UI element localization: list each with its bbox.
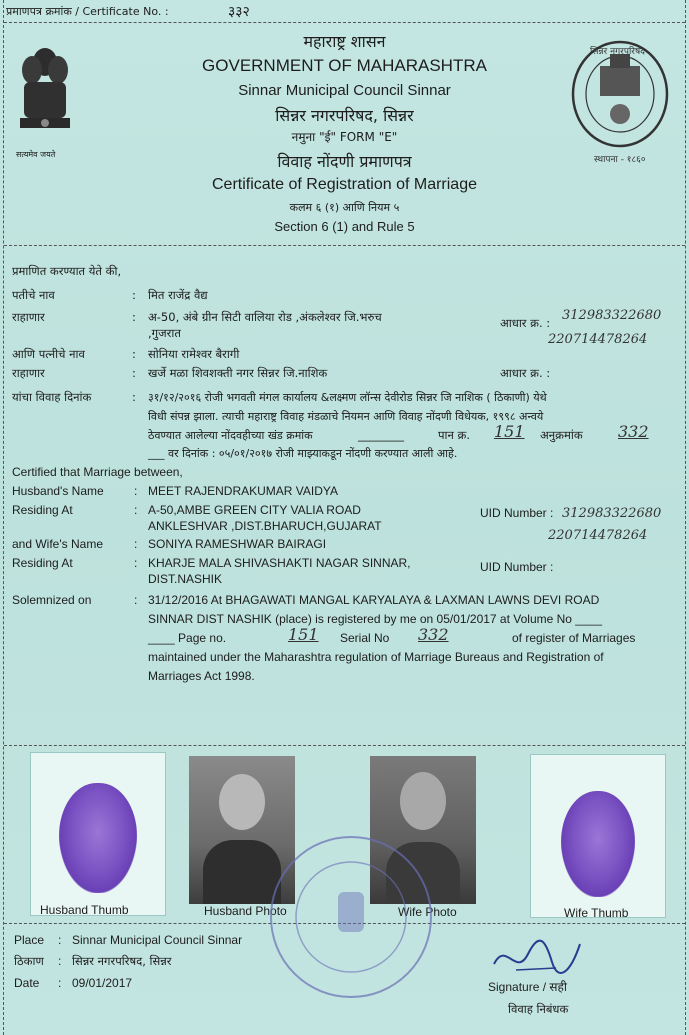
page-number-en: 151 xyxy=(288,625,319,644)
wife-thumb-caption: Wife Thumb xyxy=(564,906,629,920)
government-english: GOVERNMENT OF MAHARASHTRA xyxy=(202,56,487,75)
title-marathi: विवाह नोंदणी प्रमाणपत्र xyxy=(277,152,412,171)
council-english: Sinnar Municipal Council Sinnar xyxy=(238,82,451,99)
marathi-intro: प्रमाणित करण्यात येते की, xyxy=(12,264,122,278)
wife-address-en-2: DIST.NASHIK xyxy=(148,572,223,586)
husband-aadhar-1: 312983322680 xyxy=(562,308,662,323)
solemnized-line-1: 31/12/2016 At BHAGAWATI MANGAL KARYALAYA & LAXMAN LAWNS DEVI ROAD xyxy=(148,593,600,607)
husband-thumb-box xyxy=(30,752,166,916)
seal-top-text: सिन्नर नगरपरिषद xyxy=(590,47,645,57)
solemnized-line-3c: of register of Marriages xyxy=(512,631,636,645)
marathi-para-2: विधी संपन्न झाला. त्याची महाराष्ट्र विवाह मंडळाचे नियमन आणि विवाह नोंदणी विधेयक, १९९८ अन्वये xyxy=(148,410,544,423)
solemnized-label: Solemnized on xyxy=(12,593,92,607)
certificate-number-label: प्रमाणपत्र क्रमांक / Certificate No. : xyxy=(6,5,169,18)
certificate-page: प्रमाणपत्र क्रमांक / Certificate No. : ३३२ सत्यमेव जयते सिन्नर नगरपरिषद स्थापना - १८६० महाराष्ट्र शासन GOVERNMENT OF MAHARASHTRA Sinnar Municipal Council Sinnar सिन्नर नगरपरिषद, सिन्नर नमुना "ई" FORM "E" विवाह नोंदणी प्रमाणपत्र Certificate of Registration of Marriage कलम ६ (१) आणि नियम ५ Section 6 (1) and Rule 5 प्रमाणित करण्यात येते की, पतीचे नाव : मित राजेंद्र वैद्य राहाणार : अ-50, अंबे ग्रीन सिटी वालिया रोड ,अंकलेश्वर जि.भरुच ,गुजरात आधार क्र. : 312983322680 220714478264 आणि पत्नीचे नाव : सोनिया रामेश्वर बैरागी राहाणार : खर्जे मळा शिवशक्ती नगर सिन्नर जि.नाशिक आधार क्र. : यांचा विवाह दिनांक : ३१/१२/२०१६ रोजी भगवती मंगल कार्यालय &लक्ष्मण लॉन्स देवीरोड सिन्नर जि नाशिक ( ठिकाणी) येथे विधी संपन्न झाला. त्याची महाराष्ट्र विवाह मंडळाचे नियमन आणि विवाह नोंदणी विधेयक, १९९८ अन्वये ठेवण्यात आलेल्या नोंदवहीच्या खंड क्रमांक ________ पान क्र. 151 अनुक्रमांक 332 ___ वर दिनांक : ०५/०१/२०१७ रोजी माझ्याकडून नोंदणी करण्यात आली आहे. Certified that Marriage between, Husband's Name : MEET RAJENDRAKUMAR VAIDYA Residing At : A-50,AMBE GREEN CITY VALIA ROAD ANKLESHVAR ,DIST.BHARUCH,GUJARAT UID Number : 312983322680 220714478264 and Wife's Name : SONIYA RAMESHWAR BAIRAGI Residing At : KHARJE MALA SHIVASHAKTI NAGAR SINNAR, DIST.NASHIK UID Number : Solemnized on : 31/12/2016 At BHAGAWATI MANGAL KARYALAYA & LAXMAN LAWNS DEVI ROAD SINNAR DIST NASHIK (place) is registered by me on 05/01/2017 at Volume No ____ ____ Page no. 151 Serial No 332 of register of Marriages maintained under the Maharashtra regulation of Marriage Bureaus and Registration of Marriages Act 1998. Husband Thumb Husband Photo Wife Photo Wife Thumb Place : Sinnar Municipal Council Sinnar ठिकाण : सिन्नर नगरपरिषद, सिन्नर Date : 09/01/2017 Signature / सही विवाह निबंधक xyxy=(0,0,689,1035)
husband-label-mr: पतीचे नाव xyxy=(12,288,55,302)
signature-scribble-icon xyxy=(486,934,586,982)
wife-label-mr: आणि पत्नीचे नाव xyxy=(12,347,85,361)
residing-label-en: Residing At xyxy=(12,503,73,517)
place-label-mr: ठिकाण xyxy=(14,954,44,968)
marriage-date-label-mr: यांचा विवाह दिनांक xyxy=(12,390,92,404)
date-value: 09/01/2017 xyxy=(72,976,133,990)
marathi-para-3b: पान क्र. xyxy=(438,428,471,442)
divider xyxy=(4,22,685,23)
wife-name-mr: सोनिया रामेश्वर बैरागी xyxy=(148,347,240,361)
husband-address-mr: अ-50, अंबे ग्रीन सिटी वालिया रोड ,अंकलेश्वर जि.भरुच xyxy=(148,310,382,324)
title-english: Certificate of Registration of Marriage xyxy=(212,176,477,193)
wife-photo-caption: Wife Photo xyxy=(398,905,457,919)
husband-address-en-2: ANKLESHVAR ,DIST.BHARUCH,GUJARAT xyxy=(148,519,382,533)
place-label: Place xyxy=(14,933,45,947)
wife-address-en-1: KHARJE MALA SHIVASHAKTI NAGAR SINNAR, xyxy=(148,556,411,570)
husband-address-en-1: A-50,AMBE GREEN CITY VALIA ROAD xyxy=(148,503,361,517)
wife-thumbprint-icon xyxy=(561,791,635,897)
marathi-para-3a: ठेवण्यात आलेल्या नोंदवहीच्या खंड क्रमांक xyxy=(148,429,313,442)
english-intro: Certified that Marriage between, xyxy=(12,465,183,479)
aadhar-label-mr: आधार क्र. : xyxy=(500,316,551,330)
place-value-mr: सिन्नर नगरपरिषद, सिन्नर xyxy=(72,954,172,968)
solemnized-line-3a: ____ Page no. xyxy=(148,631,227,645)
date-label: Date xyxy=(14,976,40,990)
husband-thumbprint-icon xyxy=(59,783,137,893)
section-marathi: कलम ६ (१) आणि नियम ५ xyxy=(289,201,400,214)
husband-label-en: Husband's Name xyxy=(12,484,104,498)
wife-address-mr: खर्जे मळा शिवशक्ती नगर सिन्नर जि.नाशिक xyxy=(148,366,328,380)
solemnized-line-4: maintained under the Maharashtra regulation of Marriage Bureaus and Registration of xyxy=(148,650,604,664)
residence-label-mr-2: राहाणार xyxy=(12,366,45,380)
place-value: Sinnar Municipal Council Sinnar xyxy=(72,933,243,947)
marathi-para-3c: अनुक्रमांक xyxy=(540,428,583,442)
marathi-para-1: ३१/१२/२०१६ रोजी भगवती मंगल कार्यालय &लक्ष्मण लॉन्स देवीरोड सिन्नर जि नाशिक ( ठिकाणी) येथे xyxy=(148,391,547,404)
solemnized-line-5: Marriages Act 1998. xyxy=(148,669,255,683)
husband-name-mr: मित राजेंद्र वैद्य xyxy=(148,288,208,302)
council-stamp-icon xyxy=(266,832,436,1002)
husband-address-mr-2: ,गुजरात xyxy=(148,326,181,340)
section-english: Section 6 (1) and Rule 5 xyxy=(274,219,415,234)
divider xyxy=(4,245,685,246)
seal-bottom-text: स्थापना - १८६० xyxy=(594,155,646,165)
marathi-para-4: ___ वर दिनांक : ०५/०१/२०१७ रोजी माझ्याकडून नोंदणी करण्यात आली आहे. xyxy=(148,447,458,460)
residence-label-mr: राहाणार xyxy=(12,310,45,324)
husband-aadhar-2: 220714478264 xyxy=(548,332,648,347)
solemnized-line-3b: Serial No xyxy=(340,631,390,645)
husband-photo-caption: Husband Photo xyxy=(204,904,287,918)
registrar-label: विवाह निबंधक xyxy=(508,1002,569,1016)
wife-thumb-box xyxy=(530,754,666,918)
uid-label-en-2: UID Number : xyxy=(480,560,554,574)
husband-uid-1: 312983322680 xyxy=(562,506,662,521)
husband-thumb-caption: Husband Thumb xyxy=(40,903,129,917)
council-marathi: सिन्नर नगरपरिषद, सिन्नर xyxy=(275,106,414,125)
government-marathi: महाराष्ट्र शासन xyxy=(303,32,386,51)
husband-uid-2: 220714478264 xyxy=(548,528,648,543)
aadhar-label-mr-2: आधार क्र. : xyxy=(500,366,551,380)
divider xyxy=(4,745,685,746)
uid-label-en: UID Number : xyxy=(480,506,554,520)
residing-label-en-2: Residing At xyxy=(12,556,73,570)
form-label: नमुना "ई" FORM "E" xyxy=(291,130,398,144)
husband-name-en: MEET RAJENDRAKUMAR VAIDYA xyxy=(148,484,339,498)
wife-name-en: SONIYA RAMESHWAR BAIRAGI xyxy=(148,537,327,551)
signature-label: Signature / सही xyxy=(488,980,567,994)
wife-label-en: and Wife's Name xyxy=(12,537,103,551)
solemnized-line-2: SINNAR DIST NASHIK (place) is registered by me on 05/01/2017 at Volume No ____ xyxy=(148,612,603,626)
certificate-number: ३३२ xyxy=(228,4,250,20)
emblem-caption: सत्यमेव जयते xyxy=(16,150,56,159)
serial-number-en: 332 xyxy=(418,625,449,644)
page-number-mr: 151 xyxy=(494,422,525,441)
serial-number-mr: 332 xyxy=(618,422,649,441)
